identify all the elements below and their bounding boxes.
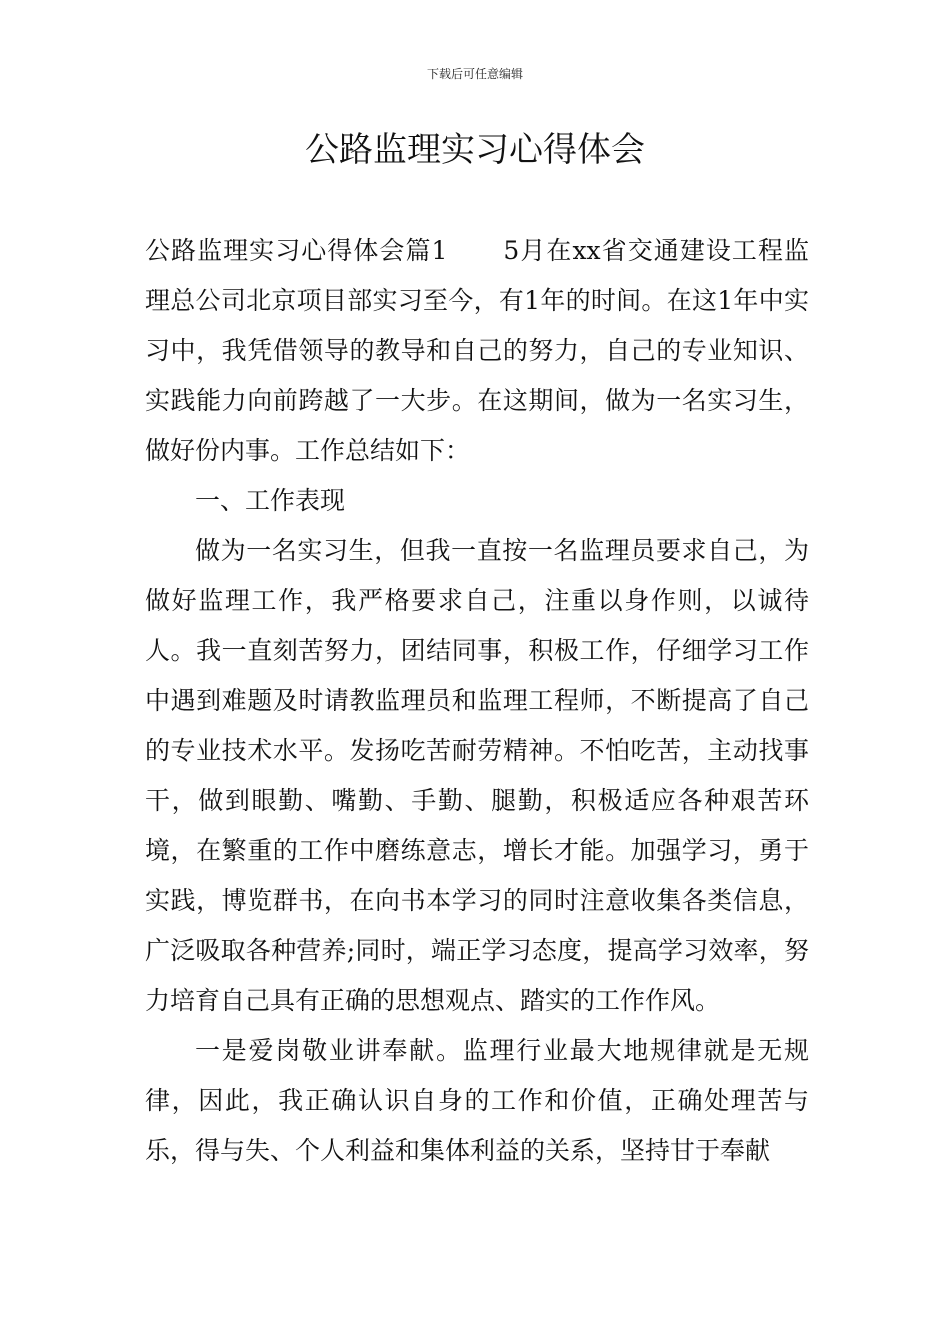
intro-text: 5月在xx省交通建设工程监理总公司北京项目部实习至今，有1年的时间。在这1年中实习中，我凭借领导的教导和自己的努力，自己的专业知识、实践能力向前跨越了一大步。在这期间，做为一名实习生，做好份内事。工作总结如下： (145, 236, 809, 465)
intro-label: 公路监理实习心得体会篇1 (145, 236, 448, 265)
document-body (145, 226, 809, 1176)
body-paragraph-2: 一是爱岗敬业讲奉献。监理行业最大地规律就是无规律，因此，我正确认识自身的工作和价值，正确处理苦与乐，得与失、个人利益和集体利益的关系，坚持甘于奉献 (145, 1036, 809, 1165)
intro-paragraph (145, 226, 809, 476)
header-note: 下载后可任意编辑 (426, 67, 523, 81)
section-heading: 一、工作表现 (195, 486, 346, 515)
body-paragraph-1: 做为一名实习生，但我一直按一名监理员要求自己，为做好监理工作，我严格要求自己，注重以身作则，以诚待人。我一直刻苦努力，团结同事，积极工作，仔细学习工作中遇到难题及时请教监理员和监理工程师，不断提高了自己的专业技术水平。发扬吃苦耐劳精神。不怕吃苦，主动找事干，做到眼勤、嘴勤、手勤、腿勤，积极适应各种艰苦环境，在繁重的工作中磨练意志，增长才能。加强学习，勇于实践，博览群书，在向书本学习的同时注意收集各类信息，广泛吸取各种营养;同时，端正学习态度，提高学习效率，努力培育自己具有正确的思想观点、踏实的工作作风。 (145, 536, 809, 1015)
document-title: 公路监理实习心得体会 (305, 130, 645, 170)
